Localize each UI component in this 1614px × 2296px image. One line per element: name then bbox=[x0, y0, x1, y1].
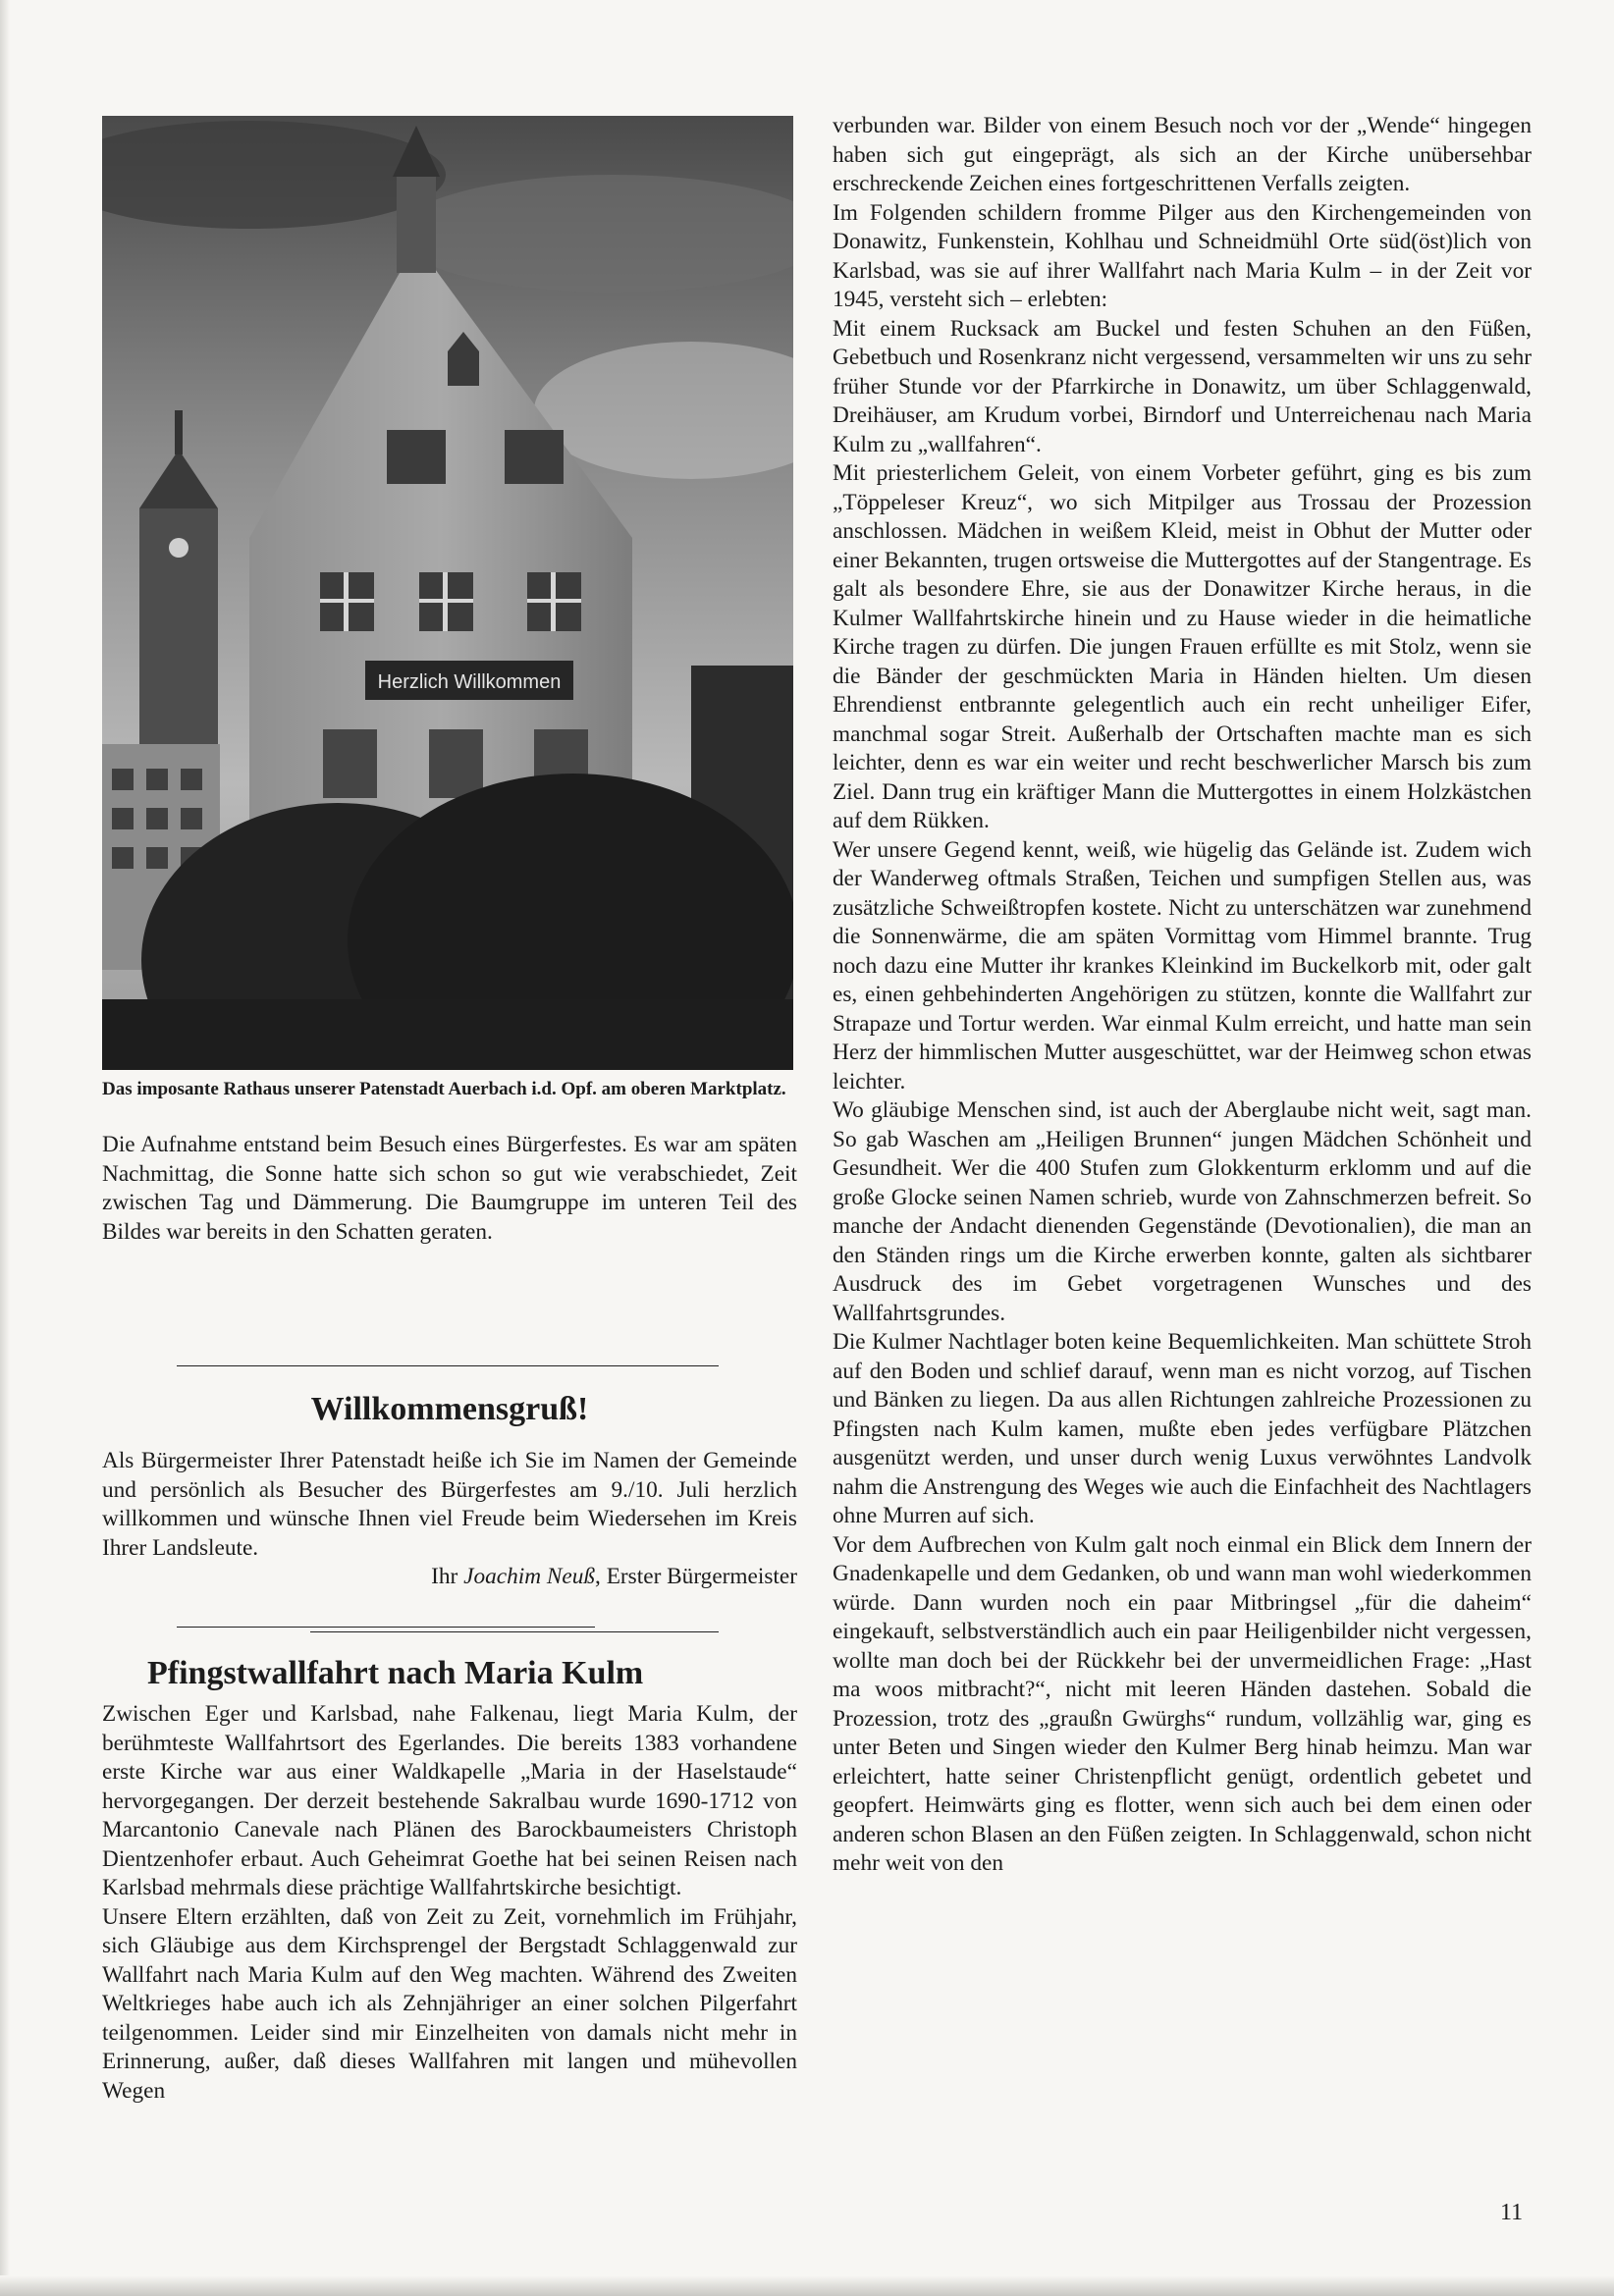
article-paragraph: Wer unsere Gegend kennt, weiß, wie hügelig das Gelände ist. Zudem wich der Wanderweg oftmals Straßen, Teichen und sumpfigen Stellen aus, was zusätzliche Schweißtropfen kostete. Nicht zu unterschätzen war zunehmend die Sonnenwärme, die am späten Vormittag vom Himmel brannte. Trug noch dazu eine Mutter ihr krankes Kleinkind im Buckelkorb mit, oder galt es, einen gehbehinderten Angehörigen zu stützen, konnte die Wallfahrt zur Strapaze und Tortur werden. War einmal Kulm erreicht, und hatte man sein Herz der himmlischen Mutter ausgeschüttet, war der Heimweg schon etwas leichter. bbox=[833, 836, 1532, 1095]
scan-edge-shadow bbox=[0, 0, 10, 2296]
article-right-column bbox=[833, 112, 1532, 1879]
article-paragraph: Mit priesterlichem Geleit, von einem Vorbeter geführt, ging es bis zum „Töppeleser Kreuz“, wo sich Mitpilger aus Trossau der Prozession anschlossen. Mädchen in weißem Kleid, meist in Obhut der Mutter oder einer Bekannten, trugen ortsweise die Muttergottes auf der Stangentrage. Es galt als besondere Ehre, sie aus der Donawitzer Kirche heraus, in die Kulmer Wallfahrtskirche hinein und zu Hause wieder in die heimatliche Kirche tragen zu dürfen. Die jungen Frauen erfüllte es mit Stolz, wenn sie die Bänder der geschmückten Maria in Händen hielten. Um diesen Ehrendienst entbrannte gelegentlich auch ein recht unheiliger Eifer, manchmal sogar Streit. Außerhalb der Ortschaften machte man es sich leichter, denn es war ein weiter und recht beschwerlicher Marsch bis zum Ziel. Dann trug ein kräftiger Mann die Muttergottes in einem Holzkästchen auf dem Rükken. bbox=[833, 460, 1532, 833]
section-divider bbox=[177, 1365, 719, 1366]
article-paragraph: Vor dem Aufbrechen von Kulm galt noch einmal ein Blick dem Innern der Gnadenkapelle und dem Gedanken, ob und wann man wohl wiederkommen würde. Dann wurden noch ein paar Mitbringsel „für die daheim“ eingekauft, selbstverständlich auch ein paar Heiligenbilder nicht vergessen, wollte man doch bei der Rückkehr bei der unvermeidlichen Frage: „Hast ma woos mitbracht?“, nicht mit leeren Händen dastehen. Sobald die Prozession, trotz des „graußn Gwürghs“ rundum, vollzählig war, ging es unter Beten und Singen wieder den Kulmer Berg hinab heimzu. Man war erleichtert, hatte seiner Christenpflicht genügt, ordentlich gebetet und geopfert. Heimwärts ging es flotter, wenn sich auch bei dem einen oder anderen schon Blasen an den Füßen zeigten. In Schlaggenwald, schon nicht mehr weit von den bbox=[833, 1531, 1532, 1876]
welcome-sign-text: Herzlich Willkommen bbox=[377, 671, 562, 693]
article-paragraph: Die Kulmer Nachtlager boten keine Bequemlichkeiten. Man schüttete Stroh auf den Boden und schlief darauf, wenn man es nicht vorzog, auf Tischen und Bänken zu liegen. Da aus allen Richtungen zahlreiche Prozessionen zu Pfingsten nach Kulm kamen, mußte eben jedes verfügbare Plätzchen ausgenützt werden, und unser durch wenig Luxus verwöhntes Landvolk nahm die Anstrengung des Weges wie auch die Einfachheit des Nachtlagers ohne Murren auf sich. bbox=[833, 1329, 1532, 1528]
article-paragraph: Mit einem Rucksack am Buckel und festen Schuhen an den Füßen, Gebetbuch und Rosenkranz nicht vergessend, versammelten wir uns zu sehr früher Stunde vor der Pfarrkirche in Donawitz, um über Schlaggenwald, Dreihäuser, am Krudum vorbei, Birndorf und Unterreichenau nach Maria Kulm zu „wallfahren“. bbox=[833, 315, 1532, 457]
article-paragraph: verbunden war. Bilder von einem Besuch noch vor der „Wende“ hingegen haben sich gut eingeprägt, als sich an der Kirche unübersehbar erschreckende Zeichen eines fortgeschrittenen Verfalls zeigten. bbox=[833, 113, 1532, 196]
welcome-heading: Willkommensgruß! bbox=[310, 1391, 589, 1427]
article-paragraph: Zwischen Eger und Karlsbad, nahe Falkenau, liegt Maria Kulm, der berühmteste Wallfahrtsort des Egerlandes. Die bereits 1383 vorhandene erste Kirche war aus einer Waldkapelle „Maria in der Haselstaude“ hervorgegangen. Der derzeit bestehende Sakralbau wurde 1690-1712 von Marcantonio Canevale nach Plänen des Barockbaumeisters Christoph Dientzenhofer erbaut. Auch Geheimrat Goethe hat bei seinen Reisen nach Karlsbad mehrmals diese prächtige Wallfahrtskirche besichtigt. bbox=[102, 1701, 797, 1900]
town-hall-photo bbox=[102, 116, 793, 1070]
scan-bottom-shadow bbox=[0, 2275, 1614, 2296]
photo-description-paragraph: Die Aufnahme entstand beim Besuch eines Bürgerfestes. Es war am späten Nachmittag, die Sonne hatte sich schon so gut wie verabschiedet, Zeit zwischen Tag und Dämmerung. Die Baumgruppe im unteren Teil des Bildes war bereits in den Schatten geraten. bbox=[102, 1132, 797, 1245]
section-divider-lower bbox=[310, 1631, 719, 1632]
photo-caption: Das imposante Rathaus unserer Patenstadt Auerbach i.d. Opf. am oberen Marktplatz. bbox=[102, 1079, 786, 1099]
section-divider-upper bbox=[177, 1627, 595, 1628]
article-heading: Pfingstwallfahrt nach Maria Kulm bbox=[147, 1655, 644, 1691]
article-paragraph: Unsere Eltern erzählten, daß von Zeit zu Zeit, vornehmlich im Frühjahr, sich Gläubige aus dem Kirchsprengel der Bergstadt Schlaggenwald zur Wallfahrt nach Maria Kulm auf den Weg machten. Während des Zweiten Weltkrieges habe auch ich als Zehnjähriger an einer solchen Pilgerfahrt teilgenommen. Leider sind mir Einzelheiten von damals nicht mehr in Erinnerung, außer, daß dieses Wallfahren mit langen und mühevollen Wegen bbox=[102, 1903, 797, 2104]
article-left-column bbox=[102, 1700, 797, 2106]
article-paragraph: Wo gläubige Menschen sind, ist auch der Aberglaube nicht weit, sagt man. So gab Waschen am „Heiligen Brunnen“ jungen Mädchen Schönheit und Gesundheit. Wer die 400 Stufen zum Glokkenturm erklomm und auf die große Glocke seinen Namen schrieb, wurde von Zahnschmerzen befreit. So manche der Andacht dienenden Gegenstände (Devotionalien), die man an den Ständen rings um die Kirche erwerben konnte, galten als sichtbarer Ausdruck des im Gebet vorgetragenen Wunsches und des Wallfahrtsgrundes. bbox=[833, 1097, 1532, 1326]
welcome-signature: Ihr Joachim Neuß, Erster Bürgermeister bbox=[431, 1564, 797, 1589]
article-paragraph: Im Folgenden schildern fromme Pilger aus den Kirchengemeinden von Donawitz, Funkenstein, Kohlhau und Schneidmühl Orte süd(öst)lich von Karlsbad, was sie auf ihrer Wallfahrt nach Maria Kulm – in der Zeit vor 1945, versteht sich – erlebten: bbox=[833, 199, 1532, 312]
page-number: 11 bbox=[1500, 2200, 1524, 2225]
mayor-name: Joachim Neuß bbox=[463, 1564, 596, 1589]
welcome-body: Als Bürgermeister Ihrer Patenstadt heiße ich Sie im Namen der Gemeinde und persönlich als Besucher des Bürgerfestes am 9./10. Juli herzlich willkommen und wünsche Ihnen viel Freude beim Wiedersehen im Kreis Ihrer Landsleute. bbox=[102, 1448, 797, 1561]
welcome-text-block bbox=[102, 1447, 797, 1592]
